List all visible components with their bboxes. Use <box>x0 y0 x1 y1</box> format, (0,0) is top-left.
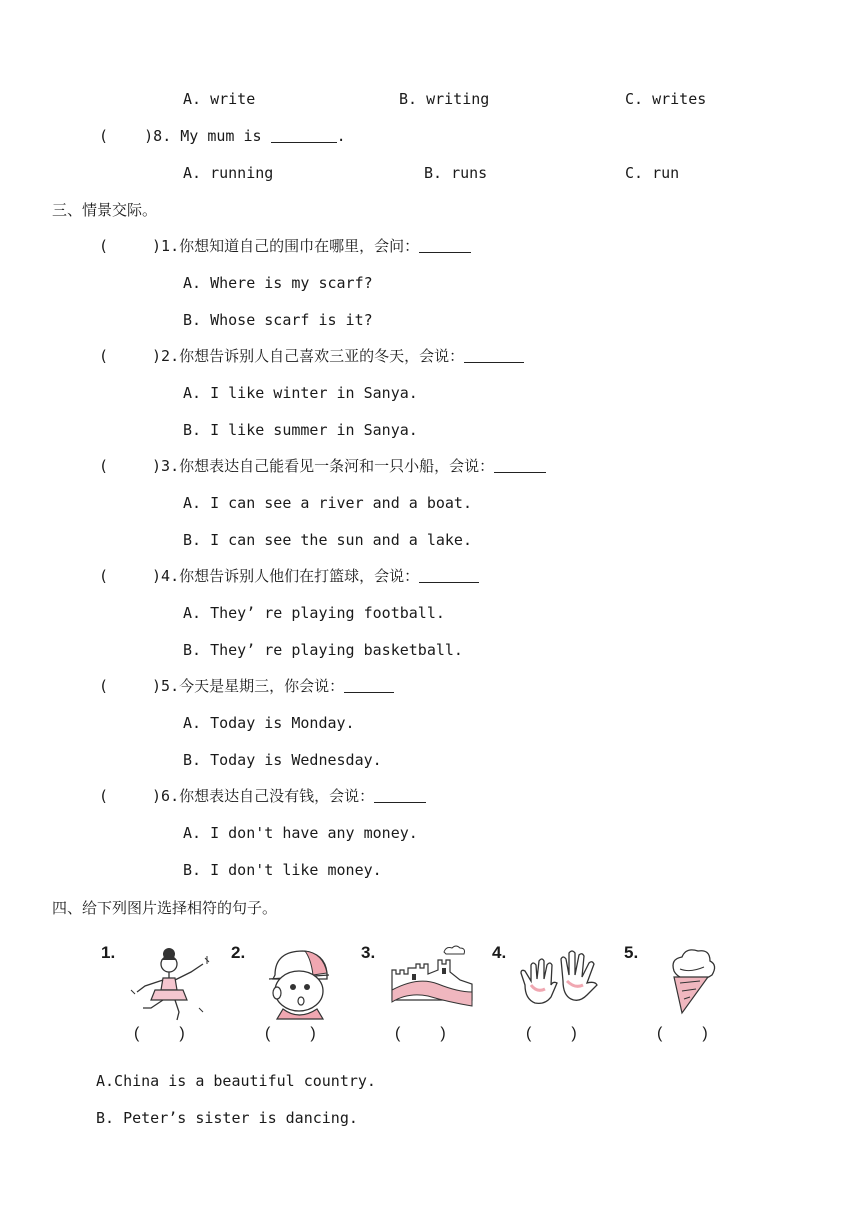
question-prompt: 你想表达自己没有钱，会说： <box>179 787 375 805</box>
question-prompt: 你想告诉别人自己喜欢三亚的冬天，会说： <box>179 347 465 365</box>
answer-blank[interactable] <box>374 788 426 803</box>
question-prompt: 你想知道自己的围巾在哪里，会问： <box>179 237 420 255</box>
question-prompt: 你想告诉别人他们在打篮球，会说： <box>179 567 420 585</box>
ice-cream-icon <box>660 945 720 1020</box>
q8-option-c: C. run <box>625 164 680 182</box>
picture-answer-5[interactable]: ( ) <box>657 1025 708 1042</box>
option-a: A. I don't have any money. <box>183 824 418 842</box>
option-a: A. I like winter in Sanya. <box>183 384 418 402</box>
option-b: B. They’ re playing basketball. <box>183 641 463 659</box>
dancing-girl-icon <box>125 942 215 1022</box>
great-wall-icon <box>388 940 478 1015</box>
question-number: )6. <box>152 787 180 805</box>
answer-blank[interactable] <box>271 128 337 143</box>
option-a: A. Today is Monday. <box>183 714 355 732</box>
picture-answer-2[interactable]: ( ) <box>265 1025 316 1042</box>
sentence-b: B. Peter’s sister is dancing. <box>96 1109 358 1127</box>
answer-paren[interactable]: ( <box>99 237 109 255</box>
option-a: A. They’ re playing football. <box>183 604 445 622</box>
hands-icon <box>517 945 607 1020</box>
q7-option-c: C. writes <box>625 90 707 108</box>
picture-number-3: 3. <box>361 943 376 962</box>
q7-option-a: A. write <box>183 90 256 108</box>
question-number: )4. <box>152 567 180 585</box>
picture-answer-1[interactable]: ( ) <box>134 1025 185 1042</box>
section4-title: 四、给下列图片选择相符的句子。 <box>52 899 278 917</box>
question-number: )3. <box>152 457 180 475</box>
q8-option-a: A. running <box>183 164 274 182</box>
answer-blank[interactable] <box>419 568 479 583</box>
situation-question <box>99 456 546 476</box>
q8-open-paren: ( <box>99 127 109 145</box>
option-a: A. I can see a river and a boat. <box>183 494 472 512</box>
situation-question <box>99 676 394 696</box>
answer-paren[interactable]: ( <box>99 787 109 805</box>
picture-answer-4[interactable]: ( ) <box>526 1025 577 1042</box>
q8-end: . <box>336 127 346 145</box>
picture-answer-3[interactable]: ( ) <box>395 1025 446 1042</box>
option-a: A. Where is my scarf? <box>183 274 373 292</box>
situation-question <box>99 346 524 366</box>
q8-option-b: B. runs <box>424 164 488 182</box>
answer-paren[interactable]: ( <box>99 457 109 475</box>
question-prompt: 今天是星期三，你会说： <box>179 677 345 695</box>
situation-question <box>99 236 471 256</box>
picture-number-4: 4. <box>492 943 507 962</box>
option-b: B. I can see the sun and a lake. <box>183 531 472 549</box>
answer-blank[interactable] <box>464 348 524 363</box>
answer-paren[interactable]: ( <box>99 677 109 695</box>
picture-number-1: 1. <box>101 943 116 962</box>
option-b: B. Whose scarf is it? <box>183 311 373 329</box>
picture-number-2: 2. <box>231 943 246 962</box>
question-number: )5. <box>152 677 180 695</box>
sentence-a: A.China is a beautiful country. <box>96 1072 376 1090</box>
q7-option-b: B. writing <box>399 90 490 108</box>
answer-blank[interactable] <box>419 238 471 253</box>
answer-paren[interactable]: ( <box>99 347 109 365</box>
question-number: )2. <box>152 347 180 365</box>
q8-stem: )8. My mum is <box>144 127 271 145</box>
answer-blank[interactable] <box>344 678 394 693</box>
q8-question <box>99 126 346 146</box>
option-b: B. Today is Wednesday. <box>183 751 382 769</box>
option-b: B. I like summer in Sanya. <box>183 421 418 439</box>
question-number: )1. <box>152 237 180 255</box>
picture-number-5: 5. <box>624 943 639 962</box>
question-prompt: 你想表达自己能看见一条河和一只小船，会说： <box>179 457 495 475</box>
situation-question <box>99 566 479 586</box>
section3-title: 三、情景交际。 <box>52 201 158 219</box>
answer-paren[interactable]: ( <box>99 567 109 585</box>
option-b: B. I don't like money. <box>183 861 382 879</box>
situation-question <box>99 786 426 806</box>
answer-blank[interactable] <box>494 458 546 473</box>
boy-with-cap-icon <box>265 945 335 1020</box>
